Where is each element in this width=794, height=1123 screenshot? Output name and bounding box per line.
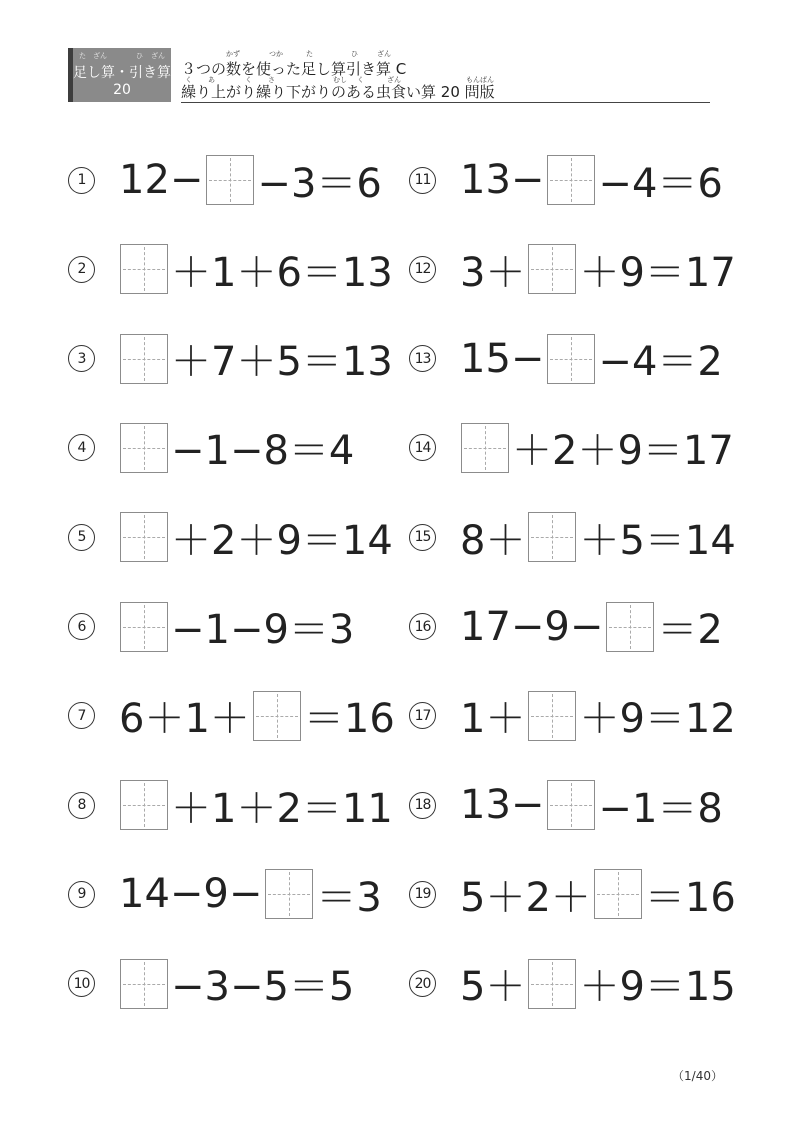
problem-number: 13 (409, 345, 436, 372)
equation (459, 330, 724, 387)
problem-number: 6 (68, 613, 95, 640)
answer-box[interactable] (528, 691, 576, 741)
problem-3 (68, 331, 394, 387)
problem-19 (409, 866, 737, 922)
equation (459, 598, 724, 655)
equation (459, 687, 737, 744)
equation (118, 598, 355, 655)
sheet-number: 20 (113, 82, 131, 98)
category-badge (68, 48, 171, 102)
answer-box[interactable] (253, 691, 301, 741)
answer-box[interactable] (120, 334, 168, 384)
equation-text: 14−9− (119, 871, 263, 918)
problem-number: 18 (409, 792, 436, 819)
title-ruby: く (357, 76, 364, 84)
answer-box[interactable] (594, 869, 642, 919)
equation-text: ＝3 (316, 874, 382, 921)
problem-number: 10 (68, 970, 95, 997)
equation (459, 241, 737, 298)
equation (118, 330, 394, 387)
badge-ruby: ざん (151, 52, 165, 60)
equation-text: 17−9− (460, 603, 604, 650)
badge-title: 足し算・引き算 (73, 65, 171, 81)
problem-18 (409, 777, 724, 833)
worksheet-header (68, 48, 710, 102)
equation (459, 509, 737, 566)
problem-number: 16 (409, 613, 436, 640)
answer-box[interactable] (606, 602, 654, 652)
equation-text: ＋9＝12 (579, 696, 736, 743)
title-ruby: むし (333, 76, 347, 84)
equation-text: 5＋2＋ (460, 874, 591, 921)
equation (118, 955, 355, 1012)
equation (118, 419, 355, 476)
equation-text: 1＋ (460, 696, 526, 743)
equation-text: −3＝6 (257, 160, 382, 207)
problem-7 (68, 688, 396, 744)
problem-20 (409, 956, 737, 1012)
equation-text: 12− (119, 157, 204, 203)
equation (118, 241, 394, 298)
answer-box[interactable] (120, 244, 168, 294)
problem-number: 8 (68, 792, 95, 819)
title-ruby: ざん (387, 76, 401, 84)
problem-14 (409, 420, 735, 476)
equation-text: ＝2 (657, 607, 723, 653)
equation-text: ＋1＋2＝11 (171, 785, 393, 832)
problem-2 (68, 241, 394, 297)
equation-text: 13− (460, 157, 545, 203)
equation (118, 152, 383, 209)
equation-text: ＋5＝14 (579, 517, 736, 564)
answer-box[interactable] (547, 155, 595, 205)
problem-5 (68, 509, 394, 565)
answer-box[interactable] (547, 334, 595, 384)
problem-12 (409, 241, 737, 297)
equation (459, 152, 724, 209)
answer-box[interactable] (528, 244, 576, 294)
equation-text: 8＋ (460, 517, 526, 564)
title-ruby: た (306, 50, 313, 58)
problem-number: 11 (409, 167, 436, 194)
answer-box[interactable] (528, 512, 576, 562)
problem-number: 9 (68, 881, 95, 908)
problem-number: 15 (409, 524, 436, 551)
equation-text: 13− (460, 782, 545, 829)
answer-box[interactable] (547, 780, 595, 830)
answer-box[interactable] (120, 780, 168, 830)
page-title: ３つの数を使った足し算引き算 C (181, 60, 407, 78)
equation-text: −1−8＝4 (171, 428, 355, 475)
equation (459, 777, 724, 834)
problem-1 (68, 152, 383, 208)
equation (118, 777, 394, 834)
equation-text: ＝16 (644, 874, 736, 921)
problem-number: 12 (409, 256, 436, 283)
equation (459, 955, 737, 1012)
equation-text: −1−9＝3 (171, 607, 355, 653)
title-area (181, 48, 710, 103)
answer-box[interactable] (206, 155, 254, 205)
equation-text: ＝16 (303, 696, 395, 743)
answer-box[interactable] (265, 869, 313, 919)
answer-box[interactable] (120, 959, 168, 1009)
title-ruby: く (185, 76, 192, 84)
equation-text: ＋2＋9＝14 (171, 517, 393, 564)
problem-6 (68, 599, 355, 655)
equation-text: −4＝2 (598, 339, 723, 386)
equation-text: ＋1＋6＝13 (171, 249, 393, 296)
equation-text: 3＋ (460, 249, 526, 296)
equation-text: ＋2＋9＝17 (512, 428, 734, 475)
title-ruby: ざん (377, 50, 391, 58)
problem-number: 20 (409, 970, 436, 997)
equation-text: −3−5＝5 (171, 964, 355, 1011)
problem-8 (68, 777, 394, 833)
equation-text: ＋9＝17 (579, 249, 736, 296)
problem-number: 2 (68, 256, 95, 283)
equation-text: −4＝6 (598, 160, 723, 207)
answer-box[interactable] (528, 959, 576, 1009)
equation-text: ＋7＋5＝13 (171, 339, 393, 386)
page-indicator: （1/40） (672, 1069, 723, 1083)
answer-box[interactable] (461, 423, 509, 473)
equation (118, 509, 394, 566)
title-ruby: あ (208, 76, 215, 84)
problem-4 (68, 420, 355, 476)
answer-box[interactable] (120, 423, 168, 473)
equation-text: 15− (460, 335, 545, 382)
title-ruby: つか (269, 50, 283, 58)
problem-10 (68, 956, 355, 1012)
title-ruby: もんばん (466, 76, 494, 84)
problem-11 (409, 152, 724, 208)
badge-ruby: た (79, 52, 86, 60)
problem-number: 3 (68, 345, 95, 372)
title-ruby: く (245, 76, 252, 84)
equation-text: −1＝8 (598, 785, 723, 832)
title-ruby: ひ (351, 50, 358, 58)
badge-ruby: ひ (136, 52, 143, 60)
problem-16 (409, 599, 724, 655)
problem-9 (68, 866, 383, 922)
problem-number: 1 (68, 167, 95, 194)
problem-17 (409, 688, 737, 744)
title-ruby: さ (268, 76, 275, 84)
equation-text: 5＋ (460, 964, 526, 1011)
answer-box[interactable] (120, 602, 168, 652)
badge-ruby: ざん (93, 52, 107, 60)
equation (459, 419, 735, 476)
problem-number: 14 (409, 434, 436, 461)
equation-text: 6＋1＋ (119, 696, 250, 743)
problem-number: 4 (68, 434, 95, 461)
problem-number: 19 (409, 881, 436, 908)
title-ruby: かず (226, 50, 240, 58)
problem-number: 7 (68, 702, 95, 729)
problem-number: 17 (409, 702, 436, 729)
equation (118, 687, 396, 744)
problem-15 (409, 509, 737, 565)
equation (118, 866, 383, 923)
equation-text: ＋9＝15 (579, 964, 736, 1011)
problem-number: 5 (68, 524, 95, 551)
problem-13 (409, 331, 724, 387)
equation (459, 866, 737, 923)
page-subtitle: 繰り上がり繰り下がりのある虫食い算 20 問版 (181, 83, 495, 101)
answer-box[interactable] (120, 512, 168, 562)
